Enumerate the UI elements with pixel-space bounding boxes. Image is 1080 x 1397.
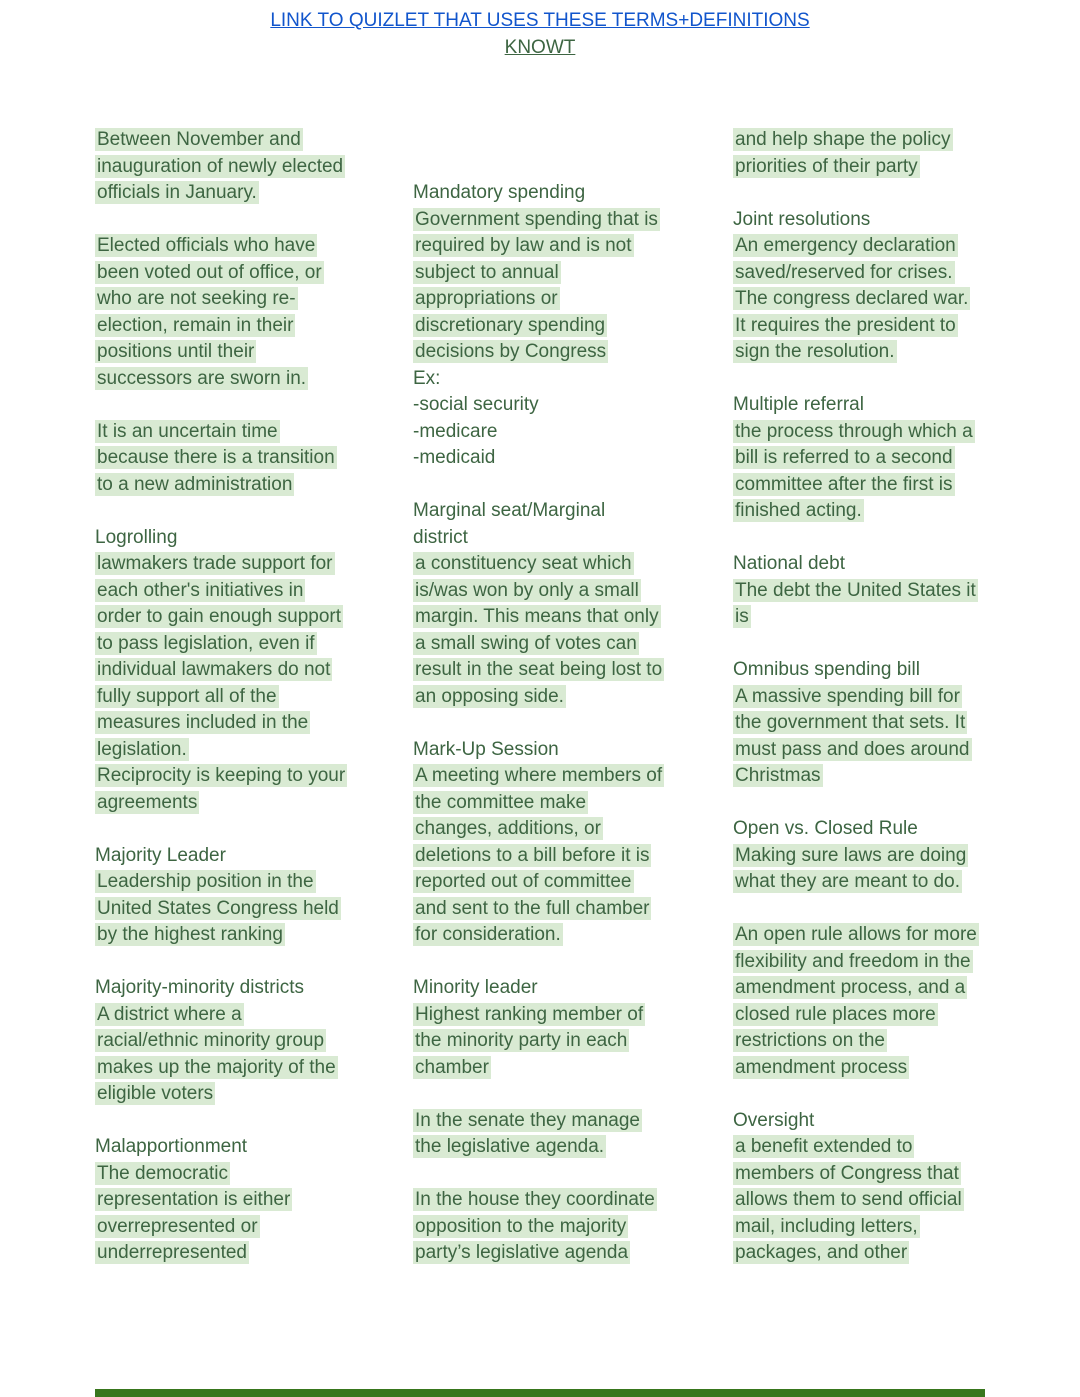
- highlighted-definition-text: Government spending that is required by law and is not subject to annual appropriations or discretionary spending decisions by Congress: [415, 208, 658, 362]
- paragraph-spacer: [733, 896, 984, 923]
- definition-paragraph: [95, 127, 346, 207]
- definition-paragraph: [95, 1161, 346, 1267]
- paragraph-spacer: [733, 366, 984, 393]
- definition-paragraph: [413, 551, 664, 710]
- paragraph-spacer: [413, 1081, 664, 1108]
- highlighted-definition-text: Reciprocity is keeping to your agreements: [97, 765, 346, 813]
- term-label: Oversight: [733, 1109, 815, 1131]
- highlighted-definition-text: A massive spending bill for the government that sets. It must pass and does around Christmas: [735, 685, 970, 786]
- term-label: Joint resolutions: [733, 208, 871, 230]
- definition-paragraph: [413, 1002, 664, 1082]
- highlighted-definition-text: In the house they coordinate opposition to the majority party’s legislative agenda: [415, 1189, 655, 1263]
- highlighted-definition-text: In the senate they manage the legislative agenda.: [415, 1109, 640, 1157]
- highlighted-definition-text: Making sure laws are doing what they are meant to do.: [735, 844, 967, 892]
- definition-paragraph: [733, 684, 984, 790]
- paragraph-spacer: [95, 1108, 346, 1135]
- highlighted-definition-text: a benefit extended to members of Congress that allows them to send official mail, including letters, packages, and other: [735, 1136, 962, 1263]
- definition-paragraph: [733, 578, 984, 631]
- paragraph-spacer: [413, 127, 664, 154]
- highlighted-definition-text: Highest ranking member of the minority party in each chamber: [415, 1003, 644, 1078]
- definition-paragraph: [733, 419, 984, 525]
- highlighted-definition-text: An open rule allows for more flexibility and freedom in the amendment process, and a closed rule places more restrictions on the amendment process: [735, 924, 977, 1078]
- definitions-column-right: [733, 127, 984, 1267]
- paragraph-spacer: [95, 207, 346, 234]
- highlighted-definition-text: An emergency declaration saved/reserved for crises. The congress declared war. It requires the president to sign the resolution.: [735, 235, 969, 362]
- definition-paragraph: [413, 1187, 664, 1267]
- term-label: Majority-minority districts: [95, 977, 305, 998]
- highlighted-definition-text: The debt the United States it is: [735, 579, 976, 627]
- paragraph-spacer: [95, 498, 346, 525]
- definition-paragraph: [95, 419, 346, 499]
- paragraph-spacer: [733, 631, 984, 658]
- paragraph-spacer: [733, 790, 984, 817]
- term-label: Majority Leader: [95, 844, 226, 866]
- highlighted-definition-text: Elected officials who have been voted out of office, or who are not seeking re-election, remain in their positions until their successors are sworn in.: [97, 235, 322, 389]
- paragraph-spacer: [413, 949, 664, 976]
- term-label: Multiple referral: [733, 394, 864, 415]
- definition-paragraph: [733, 1134, 984, 1267]
- highlighted-definition-text: lawmakers trade support for each other's initiatives in order to gain enough support to pass legislation, even if individual lawmakers do not fully support all of the measures included in the legislation.: [97, 553, 342, 760]
- definition-paragraph: [95, 233, 346, 392]
- highlighted-definition-text: It is an uncertain time because there is a transition to a new administration: [97, 420, 335, 495]
- plain-text-line: Ex:: [413, 367, 441, 389]
- paragraph-spacer: [413, 1161, 664, 1188]
- definitions-column-left: [95, 127, 346, 1267]
- paragraph-spacer: [95, 816, 346, 843]
- definition-paragraph: [733, 843, 984, 896]
- highlighted-definition-text: Between November and inauguration of newly elected officials in January.: [97, 129, 344, 203]
- term-label: Omnibus spending bill: [733, 659, 920, 680]
- highlighted-definition-text: The democratic representation is either overrepresented or underrepresented: [97, 1162, 291, 1263]
- term-label: Mandatory spending: [413, 182, 586, 203]
- highlighted-definition-text: A district where a racial/ethnic minority group makes up the majority of the eligible voters: [97, 1003, 336, 1104]
- paragraph-spacer: [413, 710, 664, 737]
- highlighted-definition-text: a constituency seat which is/was won by only a small margin. This means that only a small swing of votes can result in the seat being lost to an opposing side.: [415, 553, 663, 707]
- definition-paragraph: [733, 922, 984, 1081]
- paragraph-spacer: [413, 472, 664, 499]
- quizlet-link[interactable]: LINK TO QUIZLET THAT USES THESE TERMS+DEFINITIONS: [270, 10, 810, 31]
- paragraph-spacer: [413, 154, 664, 181]
- plain-text-line: -medicare: [413, 420, 498, 442]
- definition-paragraph: [95, 551, 346, 763]
- term-label: Marginal seat/Marginal district: [413, 500, 606, 548]
- definition-paragraph: [733, 127, 984, 180]
- highlighted-definition-text: and help shape the policy priorities of their party: [735, 129, 951, 177]
- term-label: Malapportionment: [95, 1136, 248, 1157]
- term-label: Open vs. Closed Rule: [733, 818, 918, 839]
- definition-paragraph: [95, 869, 346, 949]
- definition-paragraph: [413, 1108, 664, 1161]
- definition-paragraph: [733, 233, 984, 366]
- term-label: Minority leader: [413, 977, 538, 998]
- plain-text-line: -social security: [413, 394, 539, 415]
- definition-paragraph: [95, 1002, 346, 1108]
- term-label: Logrolling: [95, 526, 178, 548]
- knowt-link[interactable]: KNOWT: [504, 36, 576, 58]
- definitions-column-middle: [413, 127, 664, 1267]
- page-header: [0, 8, 1080, 61]
- highlighted-definition-text: Leadership position in the United States Congress held by the highest ranking: [97, 871, 339, 945]
- definition-paragraph: [413, 763, 664, 949]
- paragraph-spacer: [733, 1081, 984, 1108]
- highlighted-definition-text: A meeting where members of the committee make changes, additions, or deletions to a bill before it is reported out of committee and sent to the full chamber for consideration.: [415, 765, 663, 945]
- paragraph-spacer: [733, 180, 984, 207]
- paragraph-spacer: [95, 949, 346, 976]
- paragraph-spacer: [95, 392, 346, 419]
- paragraph-spacer: [733, 525, 984, 552]
- term-label: National debt: [733, 553, 845, 574]
- definition-paragraph: [95, 763, 346, 816]
- highlighted-definition-text: the process through which a bill is referred to a second committee after the first is finished acting.: [735, 420, 973, 521]
- next-page-table-edge: [95, 1389, 985, 1397]
- term-label: Mark-Up Session: [413, 738, 559, 760]
- plain-text-line: -medicaid: [413, 447, 496, 468]
- definition-paragraph: [413, 207, 664, 366]
